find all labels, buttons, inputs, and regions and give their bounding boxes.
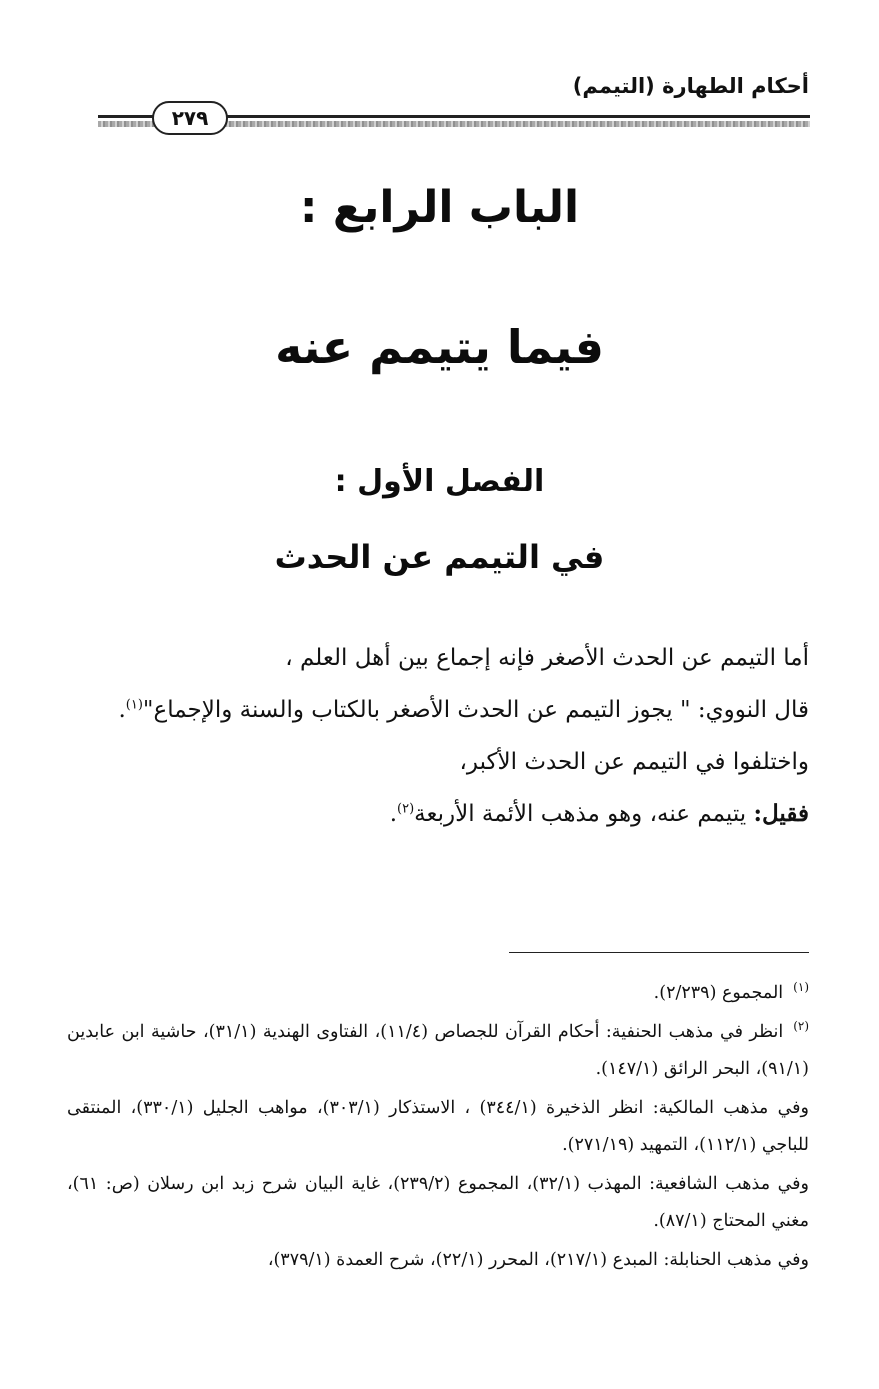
paragraph-4-lead: فقيل: <box>753 800 809 827</box>
footnote-ref-2: (٢) <box>397 801 415 817</box>
body-text <box>67 632 809 840</box>
footnote-2-hanbali: وفي مذهب الحنابلة: المبدع (٢١٧/١)، المحرر (٢٢/١)، شرح العمدة (٣٧٩/١)، <box>267 1250 809 1270</box>
paragraph-4-end: . <box>389 801 397 827</box>
footnote-ref-1: (١) <box>125 697 143 713</box>
footnote-2-shafii: وفي مذهب الشافعية: المهذب (٣٢/١)، المجموع (٢٣٩/٢)، غاية البيان شرح زبد ابن رسلان (ص: ٦١)، مغني المحتاج (٨٧/١). <box>67 1174 809 1231</box>
footnote-1-mark: (١) <box>793 980 809 995</box>
paragraph-4-text: يتيمم عنه، وهو مذهب الأئمة الأربعة <box>414 801 754 827</box>
chapter-subtitle: فيما يتيمم عنه <box>275 320 604 374</box>
section-title: الفصل الأول : <box>334 464 545 499</box>
chapter-title: الباب الرابع : <box>299 182 580 233</box>
footnote-separator <box>509 952 809 953</box>
paragraph-2-text: قال النووي: " يجوز التيمم عن الحدث الأصغر بالكتاب والسنة والإجماع" <box>142 697 809 723</box>
paragraph-3: واختلفوا في التيمم عن الحدث الأكبر، <box>459 749 809 775</box>
running-header-title: أحكام الطهارة (التيمم) <box>572 74 809 98</box>
paragraph-1: أما التيمم عن الحدث الأصغر فإنه إجماع بين أهل العلم ، <box>285 645 809 671</box>
paragraph-4 <box>67 788 809 840</box>
footnotes <box>67 975 809 1281</box>
footnote-1 <box>67 975 809 1012</box>
footnote-2 <box>67 1014 809 1088</box>
paragraph-2-end: . <box>118 697 126 723</box>
footnote-2-mark: (٢) <box>793 1019 810 1034</box>
footnote-2-text: انظر في مذهب الحنفية: أحكام القرآن للجصاص (١١/٤)، الفتاوى الهندية (٣١/١)، حاشية ابن عابدين (٩١/١)، البحر الرائق (١٤٧/١). <box>67 1022 809 1079</box>
section-subtitle: في التيمم عن الحدث <box>274 538 605 576</box>
page-number: ٢٧٩ <box>152 101 228 135</box>
footnote-1-text: المجموع (٢/٢٣٩). <box>653 983 784 1003</box>
paragraph-2 <box>67 684 809 736</box>
footnote-2-maliki: وفي مذهب المالكية: انظر الذخيرة (٣٤٤/١) ، الاستذكار (٣٠٣/١)، مواهب الجليل (٣٣٠/١)، المنتقى للباجي (١١٢/١)، التمهيد (٢٧١/١٩). <box>67 1098 809 1155</box>
